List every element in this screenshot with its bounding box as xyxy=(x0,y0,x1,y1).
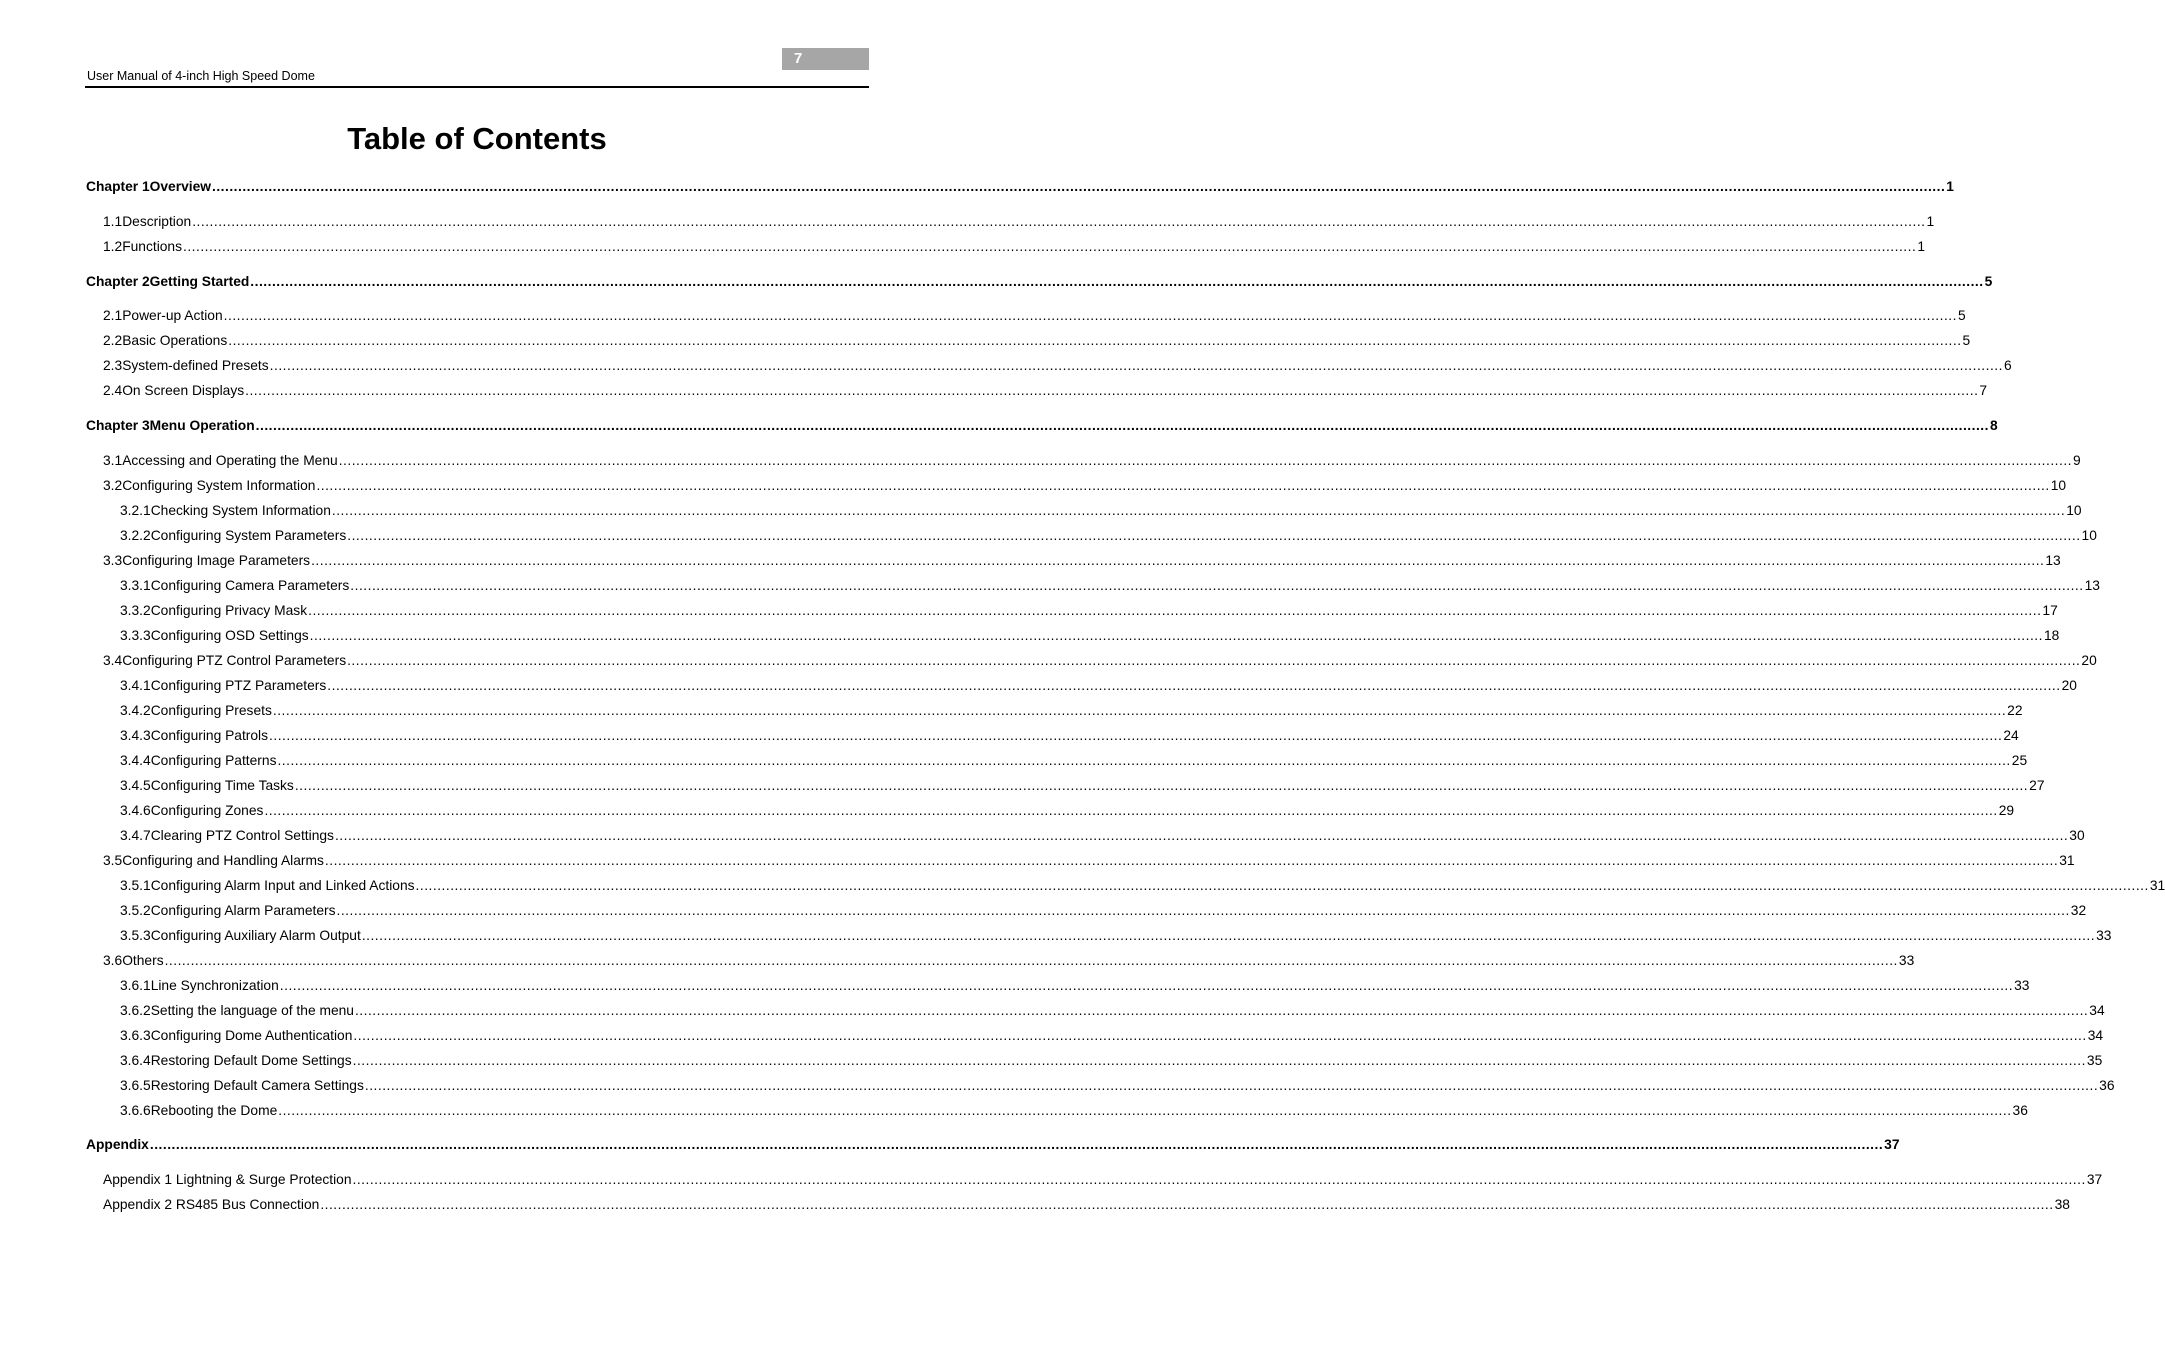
toc-entry-page: 20 xyxy=(2061,678,2077,693)
toc-entry-number: 3.6.1 xyxy=(120,978,151,993)
toc-dot-leader: ................................................................................................................................................................................................................................................................................................................................................................................................................ xyxy=(415,878,2149,893)
toc-entry-label: Configuring Auxiliary Alarm Output xyxy=(150,928,361,943)
toc-entry-number: 3.5.2 xyxy=(120,903,151,918)
toc-entry-page: 32 xyxy=(2070,903,2087,918)
toc-entry-number: 2.1 xyxy=(103,308,123,323)
toc-dot-leader: ................................................................................................................................................................................................................................................................................................................................................................................................................ xyxy=(264,803,1998,818)
toc-dot-leader: ................................................................................................................................................................................................................................................................................................................................................................................................................ xyxy=(350,578,2084,593)
toc-entry-label: Description xyxy=(122,214,192,229)
toc-entry[interactable] xyxy=(86,177,1954,197)
toc-entry-label: Appendix xyxy=(86,1137,149,1152)
toc-entry[interactable] xyxy=(86,416,1998,436)
toc-entry[interactable] xyxy=(120,626,2060,646)
toc-entry[interactable] xyxy=(120,776,2045,796)
toc-entry-label: Configuring Camera Parameters xyxy=(150,578,350,593)
toc-entry-number: 3.2.1 xyxy=(120,503,151,518)
toc-entry-label: Configuring and Handling Alarms xyxy=(122,853,324,868)
toc-entry-page: 35 xyxy=(2086,1053,2103,1068)
toc-entry-label: Configuring Dome Authentication xyxy=(150,1028,353,1043)
toc-dot-leader: ................................................................................................................................................................................................................................................................................................................................................................................................................ xyxy=(245,383,1979,398)
toc-entry-label: Power-up Action xyxy=(122,308,223,323)
toc-entry-label: Restoring Default Camera Settings xyxy=(150,1078,364,1093)
toc-entry-number: 3.4.6 xyxy=(120,803,151,818)
toc-entry-label: Configuring Alarm Input and Linked Actions xyxy=(150,878,415,893)
toc-entry-label: Others xyxy=(122,953,164,968)
toc-entry[interactable] xyxy=(120,1101,2028,1121)
toc-entry[interactable] xyxy=(103,331,1971,351)
document-title: User Manual of 4-inch High Speed Dome xyxy=(87,69,315,83)
toc-dot-leader: ................................................................................................................................................................................................................................................................................................................................................................................................................ xyxy=(352,1053,2086,1068)
toc-dot-leader: ................................................................................................................................................................................................................................................................................................................................................................................................................ xyxy=(228,333,1962,348)
toc-entry-page: 5 xyxy=(1957,308,1966,323)
toc-entry-number: 3.6.6 xyxy=(120,1103,151,1118)
toc-entry[interactable] xyxy=(120,901,2087,921)
toc-entry-page: 36 xyxy=(2012,1103,2028,1118)
toc-entry-page: 13 xyxy=(2084,578,2100,593)
toc-entry-page: 31 xyxy=(2149,878,2165,893)
toc-dot-leader: ................................................................................................................................................................................................................................................................................................................................................................................................................ xyxy=(223,308,1957,323)
toc-entry-number: 3.4.7 xyxy=(120,828,151,843)
toc-dot-leader: ................................................................................................................................................................................................................................................................................................................................................................................................................ xyxy=(336,903,2070,918)
toc-dot-leader: ................................................................................................................................................................................................................................................................................................................................................................................................................ xyxy=(320,1197,2054,1212)
toc-entry[interactable] xyxy=(120,701,2023,721)
toc-entry-number: 2.3 xyxy=(103,358,123,373)
toc-entry-page: 33 xyxy=(2096,928,2112,943)
toc-entry-number: 3.4.5 xyxy=(120,778,151,793)
toc-dot-leader: ................................................................................................................................................................................................................................................................................................................................................................................................................ xyxy=(212,179,1946,194)
toc-entry-number: 3.2.2 xyxy=(120,528,151,543)
toc-entry-number: 3.4.2 xyxy=(120,703,151,718)
toc-entry[interactable] xyxy=(103,356,2012,376)
toc-entry[interactable] xyxy=(120,1001,2105,1021)
toc-title: Table of Contents xyxy=(347,121,607,156)
toc-entry[interactable] xyxy=(120,526,2097,546)
toc-entry-page: 8 xyxy=(1989,418,1998,433)
toc-entry-number: 3.6.5 xyxy=(120,1078,151,1093)
toc-entry[interactable] xyxy=(86,1135,1900,1155)
toc-entry-label: Rebooting the Dome xyxy=(150,1103,278,1118)
toc-dot-leader: ................................................................................................................................................................................................................................................................................................................................................................................................................ xyxy=(347,528,2081,543)
toc-entry[interactable] xyxy=(103,476,2067,496)
toc-dot-leader: ................................................................................................................................................................................................................................................................................................................................................................................................................ xyxy=(149,1137,1884,1152)
toc-entry-number: 3.4.3 xyxy=(120,728,151,743)
toc-entry-label: Getting Started xyxy=(149,274,250,289)
toc-entry-label: On Screen Displays xyxy=(122,383,245,398)
toc-entry-label: Configuring Image Parameters xyxy=(122,553,311,568)
toc-entry-page: 5 xyxy=(1962,333,1971,348)
toc-entry-page: 33 xyxy=(2014,978,2030,993)
toc-entry-page: 38 xyxy=(2054,1197,2070,1212)
toc-entry-number: 3.3.1 xyxy=(120,578,151,593)
toc-entry-number: 3.3.2 xyxy=(120,603,151,618)
toc-entry-number: 3.4.4 xyxy=(120,753,151,768)
toc-dot-leader: ................................................................................................................................................................................................................................................................................................................................................................................................................ xyxy=(364,1078,2099,1093)
toc-entry-label: Functions xyxy=(122,239,183,254)
toc-entry[interactable] xyxy=(120,1051,2103,1071)
toc-entry[interactable] xyxy=(103,1170,2103,1190)
toc-entry-number: 1.1 xyxy=(103,214,123,229)
toc-entry-label: Configuring System Parameters xyxy=(150,528,347,543)
toc-entry[interactable] xyxy=(120,501,2082,521)
toc-entry[interactable] xyxy=(103,851,2075,871)
toc-entry-label: Configuring Zones xyxy=(150,803,264,818)
toc-entry-number: Chapter 2 xyxy=(86,274,150,289)
toc-entry-label: Configuring Alarm Parameters xyxy=(150,903,336,918)
toc-entry-number: Chapter 1 xyxy=(86,179,150,194)
toc-entry-number: 3.4.1 xyxy=(120,678,151,693)
toc-entry-number: 3.5.1 xyxy=(120,878,151,893)
toc-entry-label: Configuring System Information xyxy=(122,478,316,493)
toc-dot-leader: ................................................................................................................................................................................................................................................................................................................................................................................................................ xyxy=(324,853,2059,868)
toc-entry-label: Restoring Default Dome Settings xyxy=(150,1053,352,1068)
toc-entry-number: 3.6 xyxy=(103,953,123,968)
toc-entry-number: 1.2 xyxy=(103,239,123,254)
toc-dot-leader: ................................................................................................................................................................................................................................................................................................................................................................................................................ xyxy=(308,603,2042,618)
toc-entry[interactable] xyxy=(103,551,2061,571)
toc-dot-leader: ................................................................................................................................................................................................................................................................................................................................................................................................................ xyxy=(338,453,2073,468)
toc-entry-page: 13 xyxy=(2045,553,2061,568)
toc-dot-leader: ................................................................................................................................................................................................................................................................................................................................................................................................................ xyxy=(183,239,1917,254)
toc-entry-label: Appendix 2 RS485 Bus Connection xyxy=(103,1197,320,1212)
toc-dot-leader: ................................................................................................................................................................................................................................................................................................................................................................................................................ xyxy=(269,728,2003,743)
toc-entry-page: 1 xyxy=(1917,239,1925,254)
toc-entry-label: Appendix 1 Lightning & Surge Protection xyxy=(103,1172,352,1187)
toc-entry-page: 1 xyxy=(1926,214,1935,229)
toc-entry[interactable] xyxy=(120,876,2165,896)
toc-entry-page: 33 xyxy=(1898,953,1915,968)
toc-entry[interactable] xyxy=(103,951,1915,971)
toc-entry-number: 3.1 xyxy=(103,453,123,468)
toc-dot-leader: ................................................................................................................................................................................................................................................................................................................................................................................................................ xyxy=(192,214,1926,229)
toc-entry-label: Checking System Information xyxy=(150,503,331,518)
toc-entry[interactable] xyxy=(120,976,2030,996)
toc-entry[interactable] xyxy=(103,237,1925,257)
toc-entry[interactable] xyxy=(120,1076,2115,1096)
toc-dot-leader: ................................................................................................................................................................................................................................................................................................................................................................................................................ xyxy=(164,953,1898,968)
toc-dot-leader: ................................................................................................................................................................................................................................................................................................................................................................................................................ xyxy=(294,778,2029,793)
toc-entry[interactable] xyxy=(103,451,2081,471)
toc-entry-number: 3.6.3 xyxy=(120,1028,151,1043)
toc-dot-leader: ................................................................................................................................................................................................................................................................................................................................................................................................................ xyxy=(316,478,2050,493)
toc-dot-leader: ................................................................................................................................................................................................................................................................................................................................................................................................................ xyxy=(269,358,2003,373)
toc-entry[interactable] xyxy=(103,651,2097,671)
toc-entry[interactable] xyxy=(103,306,1966,326)
toc-entry-number: 2.2 xyxy=(103,333,123,348)
toc-entry[interactable] xyxy=(120,1026,2104,1046)
toc-entry[interactable] xyxy=(120,826,2085,846)
toc-entry-label: Basic Operations xyxy=(122,333,228,348)
toc-entry-label: Configuring Patterns xyxy=(150,753,277,768)
toc-entry-number: 3.6.2 xyxy=(120,1003,151,1018)
toc-entry-page: 36 xyxy=(2099,1078,2115,1093)
toc-entry-page: 27 xyxy=(2029,778,2045,793)
toc-dot-leader: ................................................................................................................................................................................................................................................................................................................................................................................................................ xyxy=(334,828,2069,843)
toc-entry-label: Configuring Privacy Mask xyxy=(150,603,308,618)
toc-entry[interactable] xyxy=(103,1195,2070,1215)
toc-entry-label: Line Synchronization xyxy=(150,978,279,993)
toc-entry[interactable] xyxy=(120,726,2019,746)
toc-entry-page: 30 xyxy=(2069,828,2085,843)
toc-entry-number: Chapter 3 xyxy=(86,418,150,433)
toc-entry-page: 10 xyxy=(2066,503,2082,518)
toc-dot-leader: ................................................................................................................................................................................................................................................................................................................................................................................................................ xyxy=(279,978,2014,993)
toc-dot-leader: ................................................................................................................................................................................................................................................................................................................................................................................................................ xyxy=(331,503,2066,518)
toc-entry-page: 10 xyxy=(2081,528,2097,543)
toc-entry-page: 18 xyxy=(2043,628,2060,643)
toc-dot-leader: ................................................................................................................................................................................................................................................................................................................................................................................................................ xyxy=(311,553,2045,568)
toc-entry-number: 3.5 xyxy=(103,853,123,868)
toc-entry-label: Menu Operation xyxy=(149,418,255,433)
toc-entry-label: Configuring OSD Settings xyxy=(150,628,309,643)
toc-entry[interactable] xyxy=(120,751,2028,771)
toc-dot-leader: ................................................................................................................................................................................................................................................................................................................................................................................................................ xyxy=(255,418,1989,433)
toc-entry-page: 6 xyxy=(2003,358,2012,373)
toc-entry-number: 2.4 xyxy=(103,383,123,398)
toc-dot-leader: ................................................................................................................................................................................................................................................................................................................................................................................................................ xyxy=(347,653,2081,668)
toc-dot-leader: ................................................................................................................................................................................................................................................................................................................................................................................................................ xyxy=(354,1003,2089,1018)
toc-entry[interactable] xyxy=(120,601,2058,621)
toc-dot-leader: ................................................................................................................................................................................................................................................................................................................................................................................................................ xyxy=(250,274,1984,289)
toc-entry-number: 3.3 xyxy=(103,553,123,568)
toc-entry[interactable] xyxy=(120,801,2015,821)
toc-entry-number: 3.2 xyxy=(103,478,123,493)
toc-entry[interactable] xyxy=(120,576,2100,596)
toc-entry-page: 37 xyxy=(1884,1137,1900,1152)
toc-entry-number: 3.4 xyxy=(103,653,123,668)
toc-dot-leader: ................................................................................................................................................................................................................................................................................................................................................................................................................ xyxy=(272,703,2007,718)
toc-entry-page: 24 xyxy=(2003,728,2019,743)
toc-entry-page: 9 xyxy=(2073,453,2081,468)
toc-entry-page: 34 xyxy=(2089,1003,2105,1018)
toc-entry[interactable] xyxy=(86,272,1993,292)
toc-dot-leader: ................................................................................................................................................................................................................................................................................................................................................................................................................ xyxy=(327,678,2061,693)
page-number: 7 xyxy=(794,50,803,67)
toc-entry[interactable] xyxy=(103,212,1935,232)
toc-entry-label: Setting the language of the menu xyxy=(150,1003,354,1018)
toc-dot-leader: ................................................................................................................................................................................................................................................................................................................................................................................................................ xyxy=(361,928,2096,943)
toc-dot-leader: ................................................................................................................................................................................................................................................................................................................................................................................................................ xyxy=(309,628,2043,643)
toc-entry-page: 5 xyxy=(1984,274,1993,289)
toc-entry-page: 17 xyxy=(2042,603,2058,618)
toc-entry-label: Accessing and Operating the Menu xyxy=(122,453,338,468)
toc-entry-page: 1 xyxy=(1946,179,1954,194)
toc-entry-page: 31 xyxy=(2059,853,2075,868)
toc-entry-label: System-defined Presets xyxy=(122,358,269,373)
toc-entry-page: 37 xyxy=(2086,1172,2103,1187)
toc-entry-number: 3.5.3 xyxy=(120,928,151,943)
toc-entry-number: 3.3.3 xyxy=(120,628,151,643)
toc-entry-page: 25 xyxy=(2011,753,2028,768)
toc-entry-page: 7 xyxy=(1979,383,1988,398)
toc-entry-label: Clearing PTZ Control Settings xyxy=(150,828,334,843)
toc-entry-page: 34 xyxy=(2087,1028,2104,1043)
toc-dot-leader: ................................................................................................................................................................................................................................................................................................................................................................................................................ xyxy=(277,753,2011,768)
toc-entry-label: Configuring Patrols xyxy=(150,728,269,743)
toc-entry-page: 22 xyxy=(2007,703,2023,718)
toc-entry-number: 3.6.4 xyxy=(120,1053,151,1068)
toc-entry-label: Configuring Time Tasks xyxy=(150,778,294,793)
toc-entry-label: Overview xyxy=(149,179,211,194)
toc-dot-leader: ................................................................................................................................................................................................................................................................................................................................................................................................................ xyxy=(278,1103,2012,1118)
toc-dot-leader: ................................................................................................................................................................................................................................................................................................................................................................................................................ xyxy=(352,1172,2086,1187)
toc-entry-label: Configuring Presets xyxy=(150,703,272,718)
toc-dot-leader: ................................................................................................................................................................................................................................................................................................................................................................................................................ xyxy=(353,1028,2087,1043)
toc-entry-page: 29 xyxy=(1998,803,2015,818)
toc-entry[interactable] xyxy=(120,926,2112,946)
toc-entry-page: 20 xyxy=(2081,653,2097,668)
toc-entry[interactable] xyxy=(120,676,2077,696)
toc-entry-label: Configuring PTZ Control Parameters xyxy=(122,653,347,668)
toc-entry-label: Configuring PTZ Parameters xyxy=(150,678,327,693)
toc-entry[interactable] xyxy=(103,381,1988,401)
toc-entry-page: 10 xyxy=(2050,478,2067,493)
